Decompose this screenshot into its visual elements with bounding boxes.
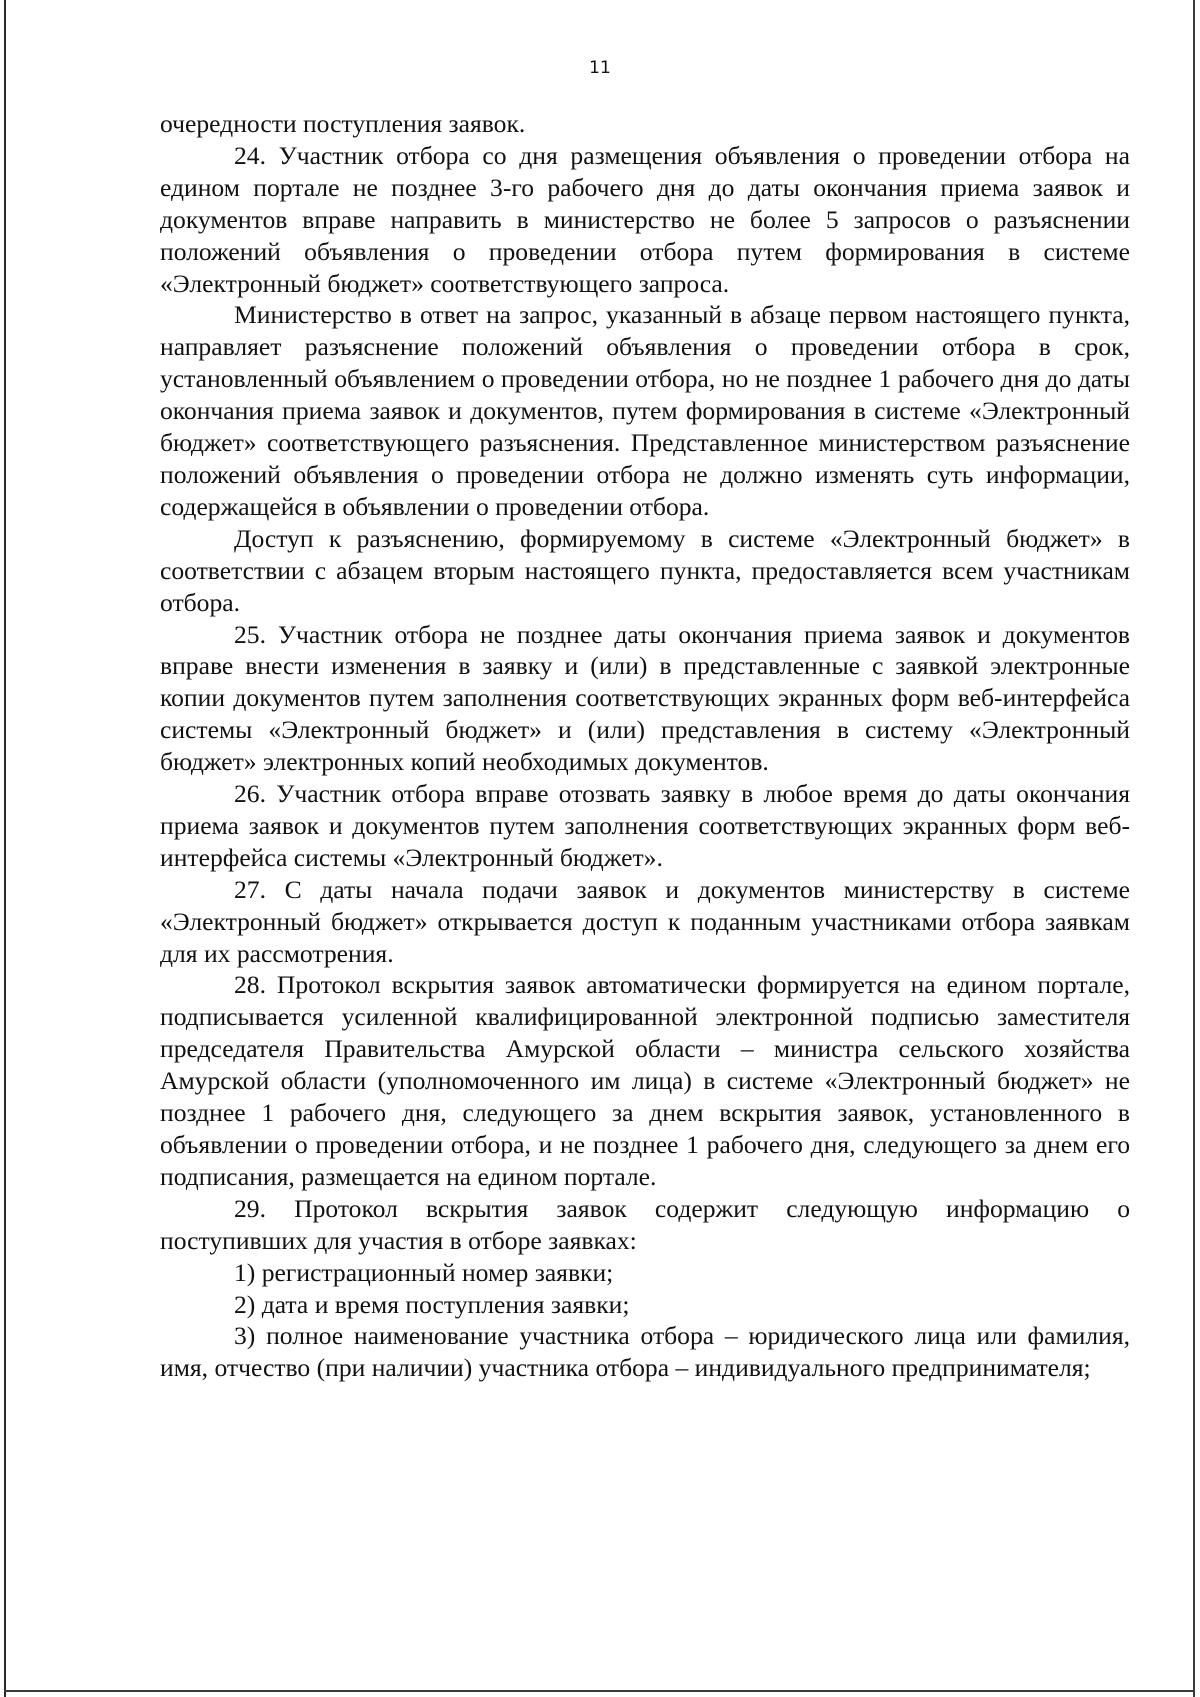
list-item-2: 2) дата и время поступления заявки; xyxy=(234,1289,630,1319)
paragraph-item-24: 24. Участник отбора со дня размещения объявления о проведении отбора на едином портале не позднее 3-го рабочего дня до даты окончания приема заявок и документов вправе направить в министерство не более 5 запросов о разъяснении положений объявления о проведении отбора путем формирования в системе «Электронный бюджет» соответствующего запроса. xyxy=(160,140,1130,298)
paragraph-item-25: 25. Участник отбора не позднее даты окончания приема заявок и документов вправе внести изменения в заявку и (или) в представленные с заявкой электронные копии документов путем заполнения соответствующих экранных форм веб-интерфейса системы «Электронный бюджет» и (или) представления в систему «Электронный бюджет» электронных копий необходимых документов. xyxy=(160,619,1130,777)
paragraph-item-26: 26. Участник отбора вправе отозвать заявку в любое время до даты окончания приема заявок и документов путем заполнения соответствующих экранных форм веб-интерфейса системы «Электронный бюджет». xyxy=(160,779,1130,872)
scan-edge-left xyxy=(4,0,6,1697)
paragraph-item-28: 28. Протокол вскрытия заявок автоматически формируется на едином портале, подписывается усиленной квалифицированной электронной подписью заместителя председателя Правительства Амурской области – министра сельского хозяйства Амурской области (уполномоченного им лица) в системе «Электронный бюджет» не позднее 1 рабочего дня, следующего за днем вскрытия заявок, установленного в объявлении о проведении отбора, и не позднее 1 рабочего дня, следующего за днем его подписания, размещается на едином портале. xyxy=(160,970,1130,1191)
page-number: 11 xyxy=(589,58,611,78)
paragraph-ministry-response: Министерство в ответ на запрос, указанный в абзаце первом настоящего пункта, направляет разъяснение положений объявления о проведении отбора в срок, установленный объявлением о проведении отбора, но не позднее 1 рабочего дня до даты окончания приема заявок и документов, путем формирования в системе «Электронный бюджет» соответствующего разъяснения. Представленное министерством разъяснение положений объявления о проведении отбора не должно изменять суть информации, содержащейся в объявлении о проведении отбора. xyxy=(160,300,1130,521)
paragraph-continuation: очередности поступления заявок. xyxy=(160,109,526,138)
paragraph-item-27: 27. С даты начала подачи заявок и документов министерству в системе «Электронный бюджет» открывается доступ к поданным участниками отбора заявкам для их рассмотрения. xyxy=(160,874,1130,968)
document-body xyxy=(160,108,1130,1384)
list-item-1: 1) регистрационный номер заявки; xyxy=(234,1257,614,1287)
list-item-3: 3) полное наименование участника отбора – юридического лица или фамилия, имя, отчество (при наличии) участника отбора – индивидуального предпринимателя; xyxy=(160,1321,1130,1383)
paragraph-access: Доступ к разъяснению, формируемому в системе «Электронный бюджет» в соответствии с абзацем вторым настоящего пункта, предоставляется всем участникам отбора. xyxy=(160,523,1130,617)
scan-edge-right xyxy=(1193,0,1195,1697)
paragraph-item-29: 29. Протокол вскрытия заявок содержит следующую информацию о поступивших для участия в отборе заявках: xyxy=(160,1193,1130,1255)
scan-edge-bottom xyxy=(4,1690,1195,1692)
